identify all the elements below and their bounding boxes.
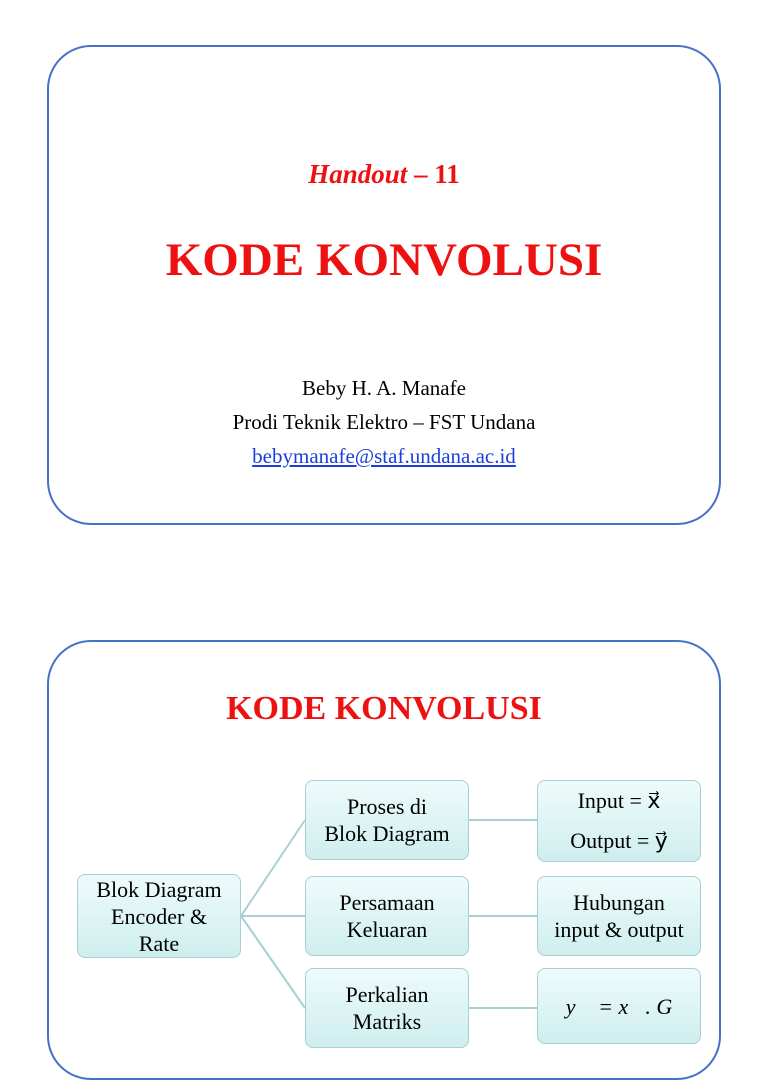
mid-2-line-2: Keluaran (346, 917, 428, 942)
mid-3-line-2: Matriks (352, 1009, 422, 1034)
box-blok-diagram-encoder (77, 874, 241, 958)
connector-root-mid-1 (241, 820, 305, 916)
right-3-line-1: y⃗ = x⃗. G (565, 993, 673, 1019)
connector-root-mid-3 (241, 916, 305, 1008)
handout-word: Handout (308, 159, 408, 189)
right-1-line-1: Input = x⃗ (577, 788, 661, 813)
author-block (49, 371, 719, 473)
slide-2 (47, 640, 721, 1080)
mid-3-line-1: Perkalian (345, 982, 429, 1007)
right-1-line-2: Output = y⃗ (570, 828, 668, 853)
author-name: Beby H. A. Manafe (302, 376, 466, 400)
right-2-line-1: Hubungan (573, 890, 665, 915)
mid-1-line-2: Blok Diagram (324, 821, 450, 846)
slide-1-title: KODE KONVOLUSI (165, 234, 603, 286)
box-perkalian-matriks (305, 968, 469, 1048)
right-2-line-2: input & output (554, 917, 684, 942)
root-line-2: Encoder & (111, 903, 207, 929)
box-equation (537, 968, 701, 1044)
box-persamaan-keluaran (305, 876, 469, 956)
root-line-3: Rate (138, 930, 180, 956)
affiliation: Prodi Teknik Elektro – FST Undana (232, 410, 536, 434)
email-link[interactable]: bebymanafe@staf.undana.ac.id (252, 444, 516, 468)
handout-label (49, 159, 719, 190)
mid-2-line-1: Persamaan (339, 890, 435, 915)
root-line-1: Blok Diagram (96, 876, 222, 902)
box-hubungan (537, 876, 701, 956)
handout-number: – 11 (414, 159, 460, 189)
slide-2-title: KODE KONVOLUSI (226, 690, 542, 727)
mid-1-line-1: Proses di (346, 794, 428, 819)
box-proses-blok-diagram (305, 780, 469, 860)
box-input-output (537, 780, 701, 862)
slide-1 (47, 45, 721, 525)
